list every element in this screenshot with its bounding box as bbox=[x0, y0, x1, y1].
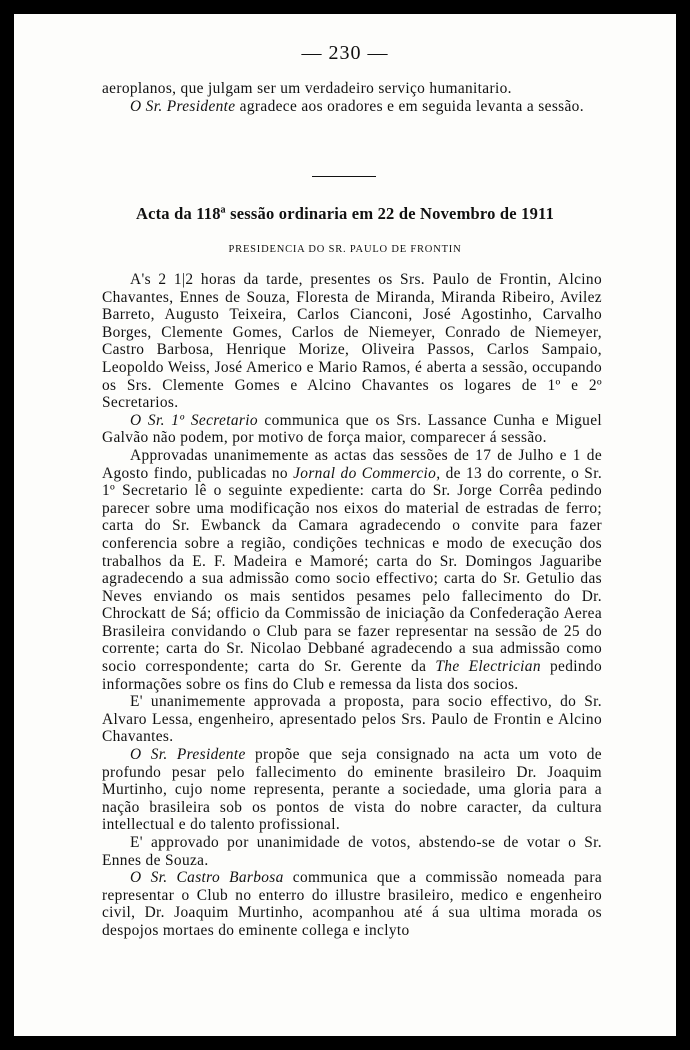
company-name: The Electrician bbox=[435, 658, 541, 676]
body-paragraph-2 bbox=[102, 412, 602, 447]
body-paragraph-3 bbox=[102, 447, 602, 693]
section-subtitle: PRESIDENCIA DO SR. PAULO DE FRONTIN bbox=[228, 244, 462, 255]
speaker-name: O Sr. Castro Barbosa bbox=[130, 869, 284, 887]
speaker-name: O Sr. 1º Secretario bbox=[130, 411, 258, 429]
body-paragraph-3-text-a: Approvadas unanimemente as actas das sessões de 17 de Julho e 1 de Agosto findo, publicadas no bbox=[102, 446, 602, 482]
section-divider bbox=[312, 176, 376, 177]
page-number: — 230 — bbox=[301, 42, 389, 64]
minutes-body bbox=[102, 271, 602, 940]
speaker-name: O Sr. Presidente bbox=[130, 97, 236, 115]
intro-section bbox=[102, 80, 602, 115]
body-paragraph-2-text: communica que os Srs. Lassance Cunha e Miguel Galvão não podem, por motivo de força maior, comparecer á sessão. bbox=[102, 411, 603, 447]
body-paragraph-6: E' approvado por unanimidade de votos, abstendo-se de votar o Sr. Ennes de Souza. bbox=[102, 834, 602, 869]
section-title: Acta da 118ª sessão ordinaria em 22 de Novembro de 1911 bbox=[135, 204, 555, 223]
document-page bbox=[14, 14, 676, 1036]
body-paragraph-7-text: communica que a commissão nomeada para representar o Club no enterro do illustre brasileiro, medico e engenheiro civil, Dr. Joaquim Murtinho, acompanhou até á sua ultima morada os despojos mortaes do eminente collega e inclyto bbox=[102, 869, 603, 939]
intro-paragraph-2-text: agradece aos oradores e em seguida levanta a sessão. bbox=[235, 97, 584, 115]
body-paragraph-5 bbox=[102, 746, 602, 834]
body-paragraph-7 bbox=[102, 869, 602, 939]
speaker-name: O Sr. Presidente bbox=[130, 746, 246, 764]
intro-paragraph-1: aeroplanos, que julgam ser um verdadeiro serviço humanitario. bbox=[102, 80, 512, 97]
journal-name: Jornal do Commercio, bbox=[293, 464, 441, 482]
body-paragraph-3-text-b: de 13 do corrente, o Sr. 1º Secretario lê o seguinte expediente: carta do Sr. Jorge Corrêa pedindo parecer sobre uma modificação nos eixos do material de estradas de ferro; carta do Sr. Ewbanck da Camara agradecendo o convite para fazer conferencia sobre a região, condições technicas e modo de execução dos trabalhos da E. F. Madeira e Mamoré; carta do Sr. Domingos Jaguaribe agradecendo a sua admissão como socio effectivo; carta do Sr. Getulio das Neves enviando os mais sentidos pesames pelo fallecimento do Dr. Chrockatt de Sá; officio da Commissão de iniciação da Confederação Aerea Brasileira convidando o Club para se fazer representar na sessão de 25 do corrente; carta do Sr. Nicolao Debbané agradecendo a sua admissão como socio correspondente; carta do Sr. Gerente da bbox=[102, 464, 603, 676]
body-paragraph-3-text-c: pedindo informações sobre os fins do Club e remessa da lista dos socios. bbox=[102, 658, 603, 693]
body-paragraph-4: E' unanimemente approvada a proposta, para socio effectivo, do Sr. Alvaro Lessa, engenheiro, apresentado pelos Srs. Paulo de Frontin e Alcino Chavantes. bbox=[102, 693, 602, 746]
body-paragraph-5-text: propõe que seja consignado na acta um voto de profundo pesar pelo fallecimento do eminente brasileiro Dr. Joaquim Murtinho, cujo nome representa, perante a sociedade, uma gloria para a nação brasileira sob os pontos de vista do nobre caracter, da cultura intellectual e do talento profissional. bbox=[102, 746, 602, 834]
body-paragraph-1: A's 2 1|2 horas da tarde, presentes os Srs. Paulo de Frontin, Alcino Chavantes, Ennes de Souza, Floresta de Miranda, Miranda Ribeiro, Avilez Barreto, Augusto Teixeira, Carlos Cianconi, José Agostinho, Carvalho Borges, Clemente Gomes, Carlos de Niemeyer, Conrado de Niemeyer, Castro Barbosa, Henrique Morize, Oliveira Passos, Carlos Sampaio, Leopoldo Weiss, José Americo e Mario Ramos, é aberta a sessão, occupando os Srs. Clemente Gomes e Alcino Chavantes os logares de 1º e 2º Secretarios. bbox=[102, 271, 602, 412]
intro-paragraph-2 bbox=[102, 98, 602, 116]
